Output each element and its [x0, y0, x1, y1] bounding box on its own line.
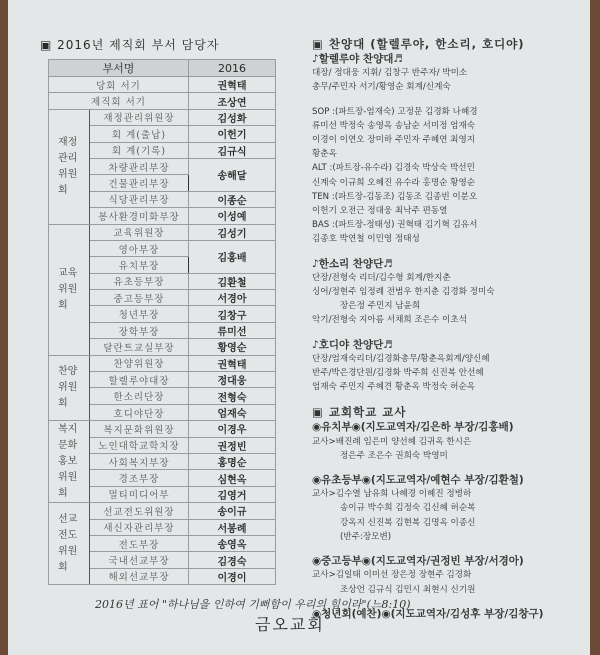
- group-label: 선교전도위원회: [58, 513, 78, 573]
- section-title: ▣ 2016년 제직회 부서 담당자: [40, 38, 220, 52]
- position-cell: 식당관리부장: [90, 191, 189, 207]
- name-cell: 이경우: [189, 421, 276, 437]
- name-cell: 김창구: [189, 306, 276, 322]
- name-cell: 송영옥: [189, 535, 276, 551]
- position-cell: 청년부장: [90, 306, 189, 322]
- position-cell: 경조부장: [90, 470, 189, 486]
- name-cell: 권정빈: [189, 437, 276, 453]
- table-row: [49, 93, 276, 109]
- position-cell: 복지문화위원장: [90, 421, 189, 437]
- group-label: 복지문화홍보위원회: [58, 423, 78, 499]
- text-line: 신계숙 이규희 오혜진 유수라 홍명순 황영순: [312, 177, 476, 188]
- position-cell: 국내선교부장: [90, 552, 189, 568]
- text-line: 엄재숙 주민지 주혜견 황춘옥 박정숙 허순옥: [312, 382, 476, 393]
- section-heading: ♪호디야 찬양단♬: [312, 338, 393, 351]
- spacer: [312, 463, 592, 473]
- section-heading: ◉유초등부◉(지도교역자/예현수 부장/김환철): [312, 474, 524, 487]
- name-cell: 김경숙: [189, 552, 276, 568]
- group-cell: [49, 503, 90, 585]
- group-cell: [49, 355, 90, 421]
- text-line: 김종호 박연철 이민영 정태성: [312, 234, 420, 245]
- position-cell: 건물관리부장: [90, 175, 189, 191]
- position-cell: 당회 서기: [49, 77, 189, 93]
- position-cell: 유치부장: [90, 257, 189, 273]
- spacer: [312, 247, 592, 257]
- text-line: 황춘옥: [312, 149, 337, 160]
- text-line: 교사>김일태 이미선 장은정 장현주 김경화: [312, 570, 472, 581]
- table-row: [49, 503, 276, 519]
- church-name: 금오교회: [255, 615, 325, 634]
- group-label: 교육위원회: [58, 267, 78, 311]
- text-line: 단장/엄재숙리더/김경화총무/황춘옥회계/양신혜: [312, 353, 490, 364]
- group-cell: [49, 109, 90, 224]
- table-row: [49, 421, 276, 437]
- section-heading: ◉청년회(예찬)◉(지도교역자/김성후 부장/김창구): [312, 607, 544, 620]
- position-cell: 멀티미디어부: [90, 486, 189, 502]
- position-cell: 찬양위원장: [90, 355, 189, 371]
- name-cell: 홍명순: [189, 453, 276, 469]
- text-line: BAS :(파트장-정태성) 권혁태 김기혁 김유서: [312, 220, 478, 231]
- position-cell: 선교전도위원장: [90, 503, 189, 519]
- text-line: 이경이 이연오 장미하 주민자 주혜연 최영지: [312, 135, 476, 146]
- name-cell: 전형숙: [189, 388, 276, 404]
- name-cell: 심현옥: [189, 470, 276, 486]
- section-heading: ▣ 교회학교 교사: [312, 405, 407, 420]
- text-line: 송이규 박수희 김정숙 김신혜 허순복: [340, 503, 476, 514]
- position-cell: 해외선교부장: [90, 568, 189, 584]
- name-cell: 권혁태: [189, 355, 276, 371]
- group-cell: [49, 224, 90, 355]
- header-year: 2016: [189, 60, 276, 77]
- name-cell: 권혁태: [189, 77, 276, 93]
- section-heading: ♪한소리 찬양단♬: [312, 257, 393, 270]
- position-cell: 노인대학교학치장: [90, 437, 189, 453]
- name-cell: 류미선: [189, 322, 276, 338]
- position-cell: 장학부장: [90, 322, 189, 338]
- spacer: [312, 95, 592, 105]
- position-cell: 봉사환경미화부장: [90, 208, 189, 224]
- name-cell: 김홍배: [189, 240, 276, 273]
- text-line: SOP :(파트장-엄재숙) 고정문 김경화 나혜경: [312, 106, 478, 117]
- name-cell: 송이규: [189, 503, 276, 519]
- name-cell: 김성화: [189, 109, 276, 125]
- name-cell: 서봉례: [189, 519, 276, 535]
- text-line: 교사>김수열 남유희 나혜경 이혜진 정병하: [312, 489, 472, 500]
- group-label: 재정관리위원회: [58, 136, 78, 196]
- table-row: [49, 224, 276, 240]
- group-cell: [49, 421, 90, 503]
- name-cell: 조상연: [189, 93, 276, 109]
- name-cell: 정대웅: [189, 372, 276, 388]
- text-line: (반주:장모변): [340, 531, 392, 542]
- text-line: 장은정 주민지 남윤희: [340, 301, 421, 312]
- position-cell: 회 계(출납): [90, 126, 189, 142]
- text-line: ALT :(파트장-유수라) 김경숙 박상숙 박선민: [312, 163, 475, 174]
- name-cell: 김성기: [189, 224, 276, 240]
- name-cell: 송해달: [189, 158, 276, 191]
- name-cell: 이경이: [189, 568, 276, 584]
- position-cell: 한소리단장: [90, 388, 189, 404]
- position-cell: 유초등부장: [90, 273, 189, 289]
- position-cell: 재정관리위원장: [90, 109, 189, 125]
- text-line: 대장/ 정대웅 지휘/ 김창구 반주자/ 박미소: [312, 68, 468, 79]
- position-cell: 사회복지부장: [90, 453, 189, 469]
- text-line: 반주/박은경단원/김경화 박주희 신진복 안선혜: [312, 368, 484, 379]
- text-line: 총무/주민자 서기/황영순 회계/신계숙: [312, 82, 451, 93]
- name-cell: 김규식: [189, 142, 276, 158]
- position-cell: 회 계(기록): [90, 142, 189, 158]
- text-line: 악기/전형숙 지아름 서채희 조은수 이초석: [312, 315, 467, 326]
- text-line: 류미선 박정숙 송영옥 송남순 서미정 엄재숙: [312, 120, 476, 131]
- year-motto: 2016년 표어 "하나님을 인하여 기뻐함이 우리의 힘이라"(느8:10): [95, 598, 411, 611]
- table-row: [49, 109, 276, 125]
- text-line: 교사>배진례 임은미 양선혜 김귀옥 한시은: [312, 436, 472, 447]
- section-heading: ▣ 찬양대 (할렐루야, 한소리, 호디야): [312, 37, 525, 51]
- department-table: [48, 59, 276, 585]
- table-row: [49, 355, 276, 371]
- text-line: 강옥지 신진복 김현복 김명옥 이종신: [340, 517, 476, 528]
- position-cell: 제직회 서기: [49, 93, 189, 109]
- header-department: 부서명: [49, 60, 189, 77]
- table-row: [49, 77, 276, 93]
- section-heading: ♪할렐루야 찬양대♬: [312, 53, 403, 65]
- table-header-row: [49, 60, 276, 77]
- text-line: 조상언 김규식 김민시 최현시 신기원: [340, 584, 476, 595]
- text-line: 싱어/정현주 임정례 전범우 한지춘 김경화 정미숙: [312, 287, 495, 298]
- text-line: 이헌기 오전근 정대웅 최낙주 편동열: [312, 206, 448, 217]
- text-line: TEN :(파트장-김동조) 김동조 김종빈 이분오: [312, 191, 478, 202]
- position-cell: 영아부장: [90, 240, 189, 256]
- position-cell: 호디야단장: [90, 404, 189, 420]
- position-cell: 할렐루야대장: [90, 372, 189, 388]
- section-heading: ◉유치부◉(지도교역자/김은하 부장/김홍배): [312, 421, 514, 434]
- name-cell: 김환철: [189, 273, 276, 289]
- name-cell: 김영거: [189, 486, 276, 502]
- position-cell: 전도부장: [90, 535, 189, 551]
- position-cell: 차량관리부장: [90, 158, 189, 174]
- position-cell: 달란트교실부장: [90, 339, 189, 355]
- position-cell: 새신자관리부장: [90, 519, 189, 535]
- name-cell: 이헌기: [189, 126, 276, 142]
- name-cell: 황영순: [189, 339, 276, 355]
- name-cell: 엄재숙: [189, 404, 276, 420]
- name-cell: 서경아: [189, 290, 276, 306]
- position-cell: 중고등부장: [90, 290, 189, 306]
- group-label: 찬양위원회: [58, 365, 78, 409]
- choir-and-teachers-section: [312, 36, 592, 621]
- section-heading: ◉중고등부◉(지도교역자/권정빈 부장/서경아): [312, 555, 524, 568]
- text-line: 정은주 조은수 권희숙 박영미: [340, 450, 448, 461]
- name-cell: 이성예: [189, 208, 276, 224]
- name-cell: 이종순: [189, 191, 276, 207]
- spacer: [312, 544, 592, 554]
- spacer: [312, 394, 592, 404]
- spacer: [312, 328, 592, 338]
- text-line: 단장/전형숙 리더/김수형 회계/한지춘: [312, 272, 451, 283]
- position-cell: 교육위원장: [90, 224, 189, 240]
